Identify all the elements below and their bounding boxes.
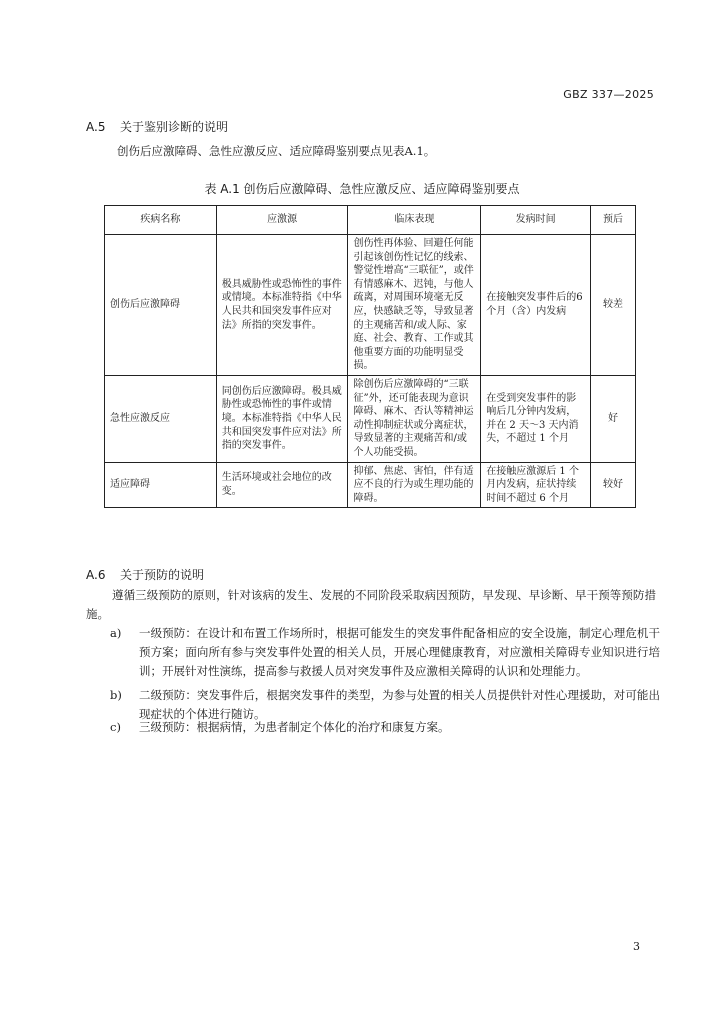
cell-onset: 在受到突发事件的影响后几分钟内发病，并在 2 天～3 天内消失，不超过 1 个月 [481, 375, 591, 462]
list-item-label: b) [110, 688, 122, 702]
cell-manifestation: 除创伤后应激障碍的“三联征”外，还可能表现为意识障碍、麻木、否认等精神运动性抑制症状或分离症状，导致显著的主观痛苦和/或个人功能受损。 [348, 375, 481, 462]
cell-onset: 在接触应激源后 1 个月内发病，症状持续时间不超过 6 个月 [481, 462, 591, 508]
cell-prognosis: 较差 [591, 235, 636, 376]
cell-prognosis: 较好 [591, 462, 636, 508]
header-stressor: 应激源 [216, 206, 348, 235]
table-row [105, 235, 636, 376]
section-a5-heading [86, 118, 228, 135]
header-prognosis: 预后 [591, 206, 636, 235]
list-item-text: 一级预防：在设计和布置工作场所时，根据可能发生的突发事件配备相应的安全设施，制定心理危机干预方案；面向所有参与突发事件处置的相关人员，开展心理健康教育，对应激相关障碍专业知识进行培训；开展针对性演练，提高参与救援人员对突发事件及应激相关障碍的认识和处理能力。 [139, 626, 660, 678]
cell-disease-name: 创伤后应激障碍 [105, 235, 217, 376]
section-a6-number: A.6 [86, 568, 106, 582]
header-manifestation: 临床表现 [348, 206, 481, 235]
list-item-label: a) [110, 626, 122, 640]
cell-disease-name: 急性应激反应 [105, 375, 217, 462]
cell-prognosis: 好 [591, 375, 636, 462]
table-caption: 表 A.1 创伤后应激障碍、急性应激反应、适应障碍鉴别要点 [204, 182, 520, 196]
cell-manifestation: 抑郁、焦虑、害怕，伴有适应不良的行为或生理功能的障碍。 [348, 462, 481, 508]
table-row [105, 375, 636, 462]
cell-manifestation: 创伤性再体验、回避任何能引起该创伤性记忆的线索、警觉性增高“三联征”，或伴有情感麻木、迟钝，与他人疏离，对周围环境毫无反应，快感缺乏等，导致显著的主观痛苦和/或人际、家庭、社会、教育、工作或其他重要方面的功能明显受损。 [348, 235, 481, 376]
page-number: 3 [633, 940, 640, 953]
table-header-row [105, 206, 636, 235]
cell-stressor: 极具威胁性或恐怖性的事件或情境。本标准特指《中华人民共和国突发事件应对法》所指的突发事件。 [216, 235, 348, 376]
section-a6-intro: 遵循三级预防的原则，针对该病的发生、发展的不同阶段采取病因预防，早发现、早诊断、早干预等预防措施。 [86, 588, 656, 621]
cell-stressor: 同创伤后应激障碍。极具威胁性或恐怖性的事件或情境。本标准特指《中华人民共和国突发事件应对法》所指的突发事件。 [216, 375, 348, 462]
section-a6-title: 关于预防的说明 [120, 568, 205, 582]
header-onset: 发病时间 [481, 206, 591, 235]
table-row [105, 462, 636, 508]
cell-stressor: 生活环境或社会地位的改变。 [216, 462, 348, 508]
list-item-text: 二级预防：突发事件后，根据突发事件的类型，为参与处置的相关人员提供针对性心理援助，对可能出现症状的个体进行随访。 [139, 688, 660, 721]
cell-onset: 在接触突发事件后的6个月（含）内发病 [481, 235, 591, 376]
list-item [110, 624, 660, 681]
section-a5-paragraph: 创伤后应激障碍、急性应激反应、适应障碍鉴别要点见表A.1。 [117, 144, 436, 158]
header-disease-name: 疾病名称 [105, 206, 217, 235]
section-a5-title: 关于鉴别诊断的说明 [120, 120, 229, 134]
section-a5-number: A.5 [86, 120, 106, 134]
list-item-text: 三级预防：根据病情，为患者制定个体化的治疗和康复方案。 [139, 720, 450, 734]
list-item [110, 718, 660, 737]
cell-disease-name: 适应障碍 [105, 462, 217, 508]
section-a6-heading [86, 566, 204, 583]
differential-diagnosis-table [104, 205, 636, 508]
standard-number: GBZ 337—2025 [563, 88, 654, 101]
list-item-label: c) [110, 720, 121, 734]
